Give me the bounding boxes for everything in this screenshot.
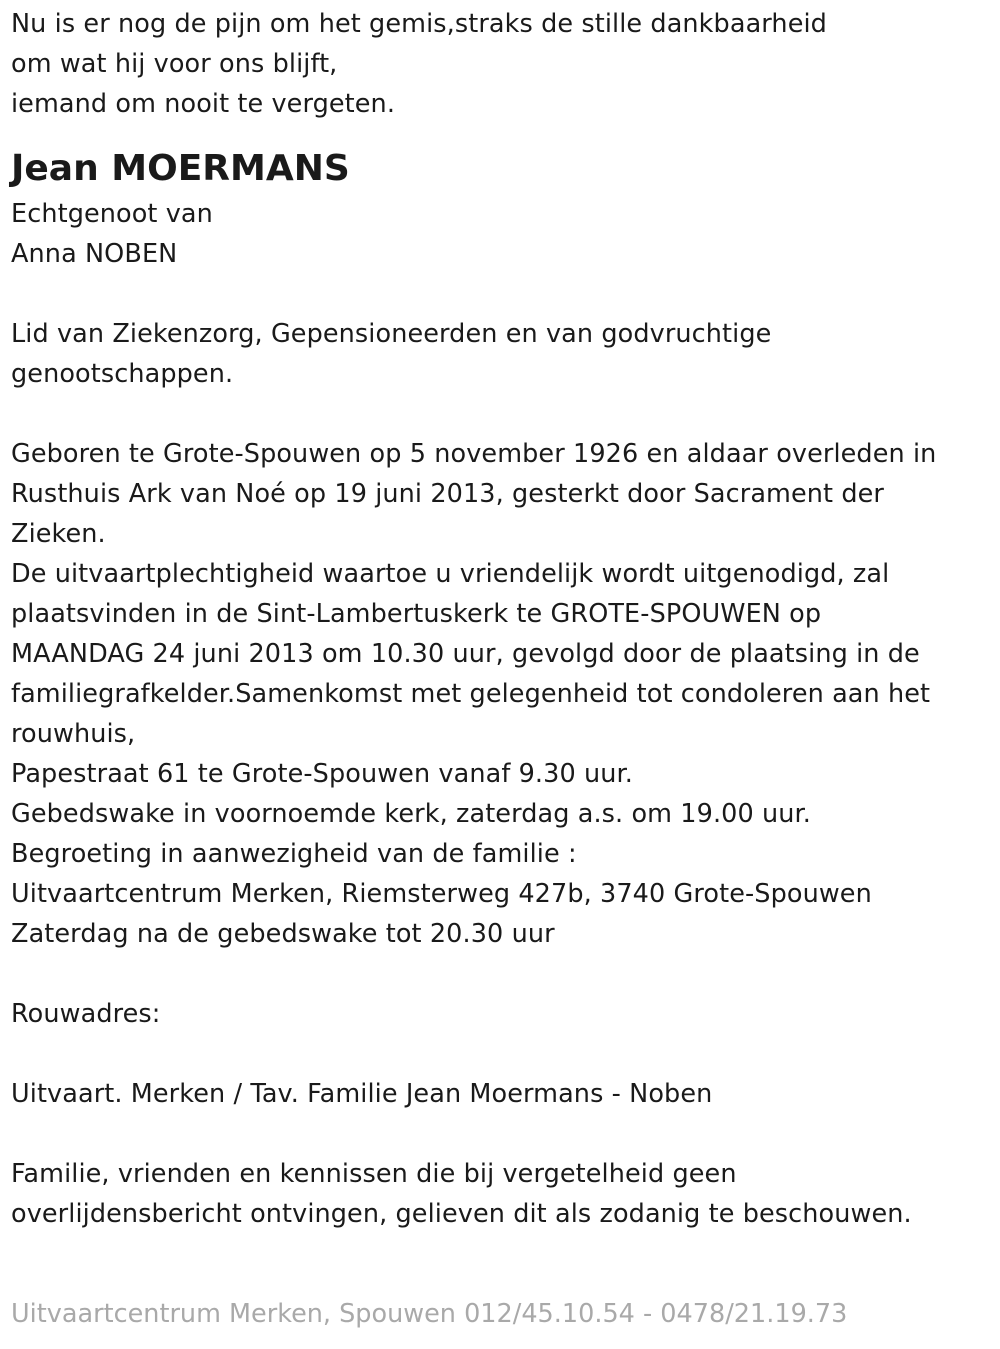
address-value: Uitvaart. Merken / Tav. Familie Jean Moermans - Noben <box>11 1079 713 1109</box>
details-line: Begroeting in aanwezigheid van de familie : <box>11 839 577 869</box>
membership-line: Lid van Ziekenzorg, Gepensioneerden en van godvruchtige <box>11 319 772 349</box>
footer-contact: Uitvaartcentrum Merken, Spouwen 012/45.10.54 - 0478/21.19.73 <box>11 1299 848 1329</box>
details-line: MAANDAG 24 juni 2013 om 10.30 uur, gevolgd door de plaatsing in de <box>11 639 920 669</box>
deceased-name: Jean MOERMANS <box>11 148 350 189</box>
poem-line: om wat hij voor ons blijft, <box>11 49 338 79</box>
details-line: Zieken. <box>11 519 106 549</box>
obituary-document <box>11 4 986 1234</box>
relation-label: Echtgenoot van <box>11 199 213 229</box>
poem-line: iemand om nooit te vergeten. <box>11 89 396 119</box>
spouse-name: Anna NOBEN <box>11 239 178 269</box>
spacer <box>11 1114 986 1154</box>
spacer <box>11 1034 986 1074</box>
spacer <box>11 954 986 994</box>
details-line: Uitvaartcentrum Merken, Riemsterweg 427b, 3740 Grote-Spouwen <box>11 879 872 909</box>
details-line: Zaterdag na de gebedswake tot 20.30 uur <box>11 919 555 949</box>
membership-line: genootschappen. <box>11 359 234 389</box>
details-line: Papestraat 61 te Grote-Spouwen vanaf 9.30 uur. <box>11 759 633 789</box>
notice-line: Familie, vrienden en kennissen die bij vergetelheid geen <box>11 1159 737 1189</box>
details-line: De uitvaartplechtigheid waartoe u vriendelijk wordt uitgenodigd, zal <box>11 559 890 589</box>
address-label: Rouwadres: <box>11 999 161 1029</box>
details-line: rouwhuis, <box>11 719 136 749</box>
poem-block <box>11 4 986 124</box>
spacer <box>11 394 986 434</box>
notice-block <box>11 1154 986 1234</box>
details-line: Geboren te Grote-Spouwen op 5 november 1926 en aldaar overleden in <box>11 439 937 469</box>
details-line: Gebedswake in voornoemde kerk, zaterdag a.s. om 19.00 uur. <box>11 799 811 829</box>
spacer <box>11 274 986 314</box>
membership-block <box>11 314 986 394</box>
notice-line: overlijdensbericht ontvingen, gelieven dit als zodanig te beschouwen. <box>11 1199 912 1229</box>
details-line: plaatsvinden in de Sint-Lambertuskerk te GROTE-SPOUWEN op <box>11 599 822 629</box>
poem-line: Nu is er nog de pijn om het gemis,straks de stille dankbaarheid <box>11 9 827 39</box>
details-line: familiegrafkelder.Samenkomst met gelegenheid tot condoleren aan het <box>11 679 931 709</box>
details-line: Rusthuis Ark van Noé op 19 juni 2013, gesterkt door Sacrament der <box>11 479 885 509</box>
details-block <box>11 434 986 954</box>
